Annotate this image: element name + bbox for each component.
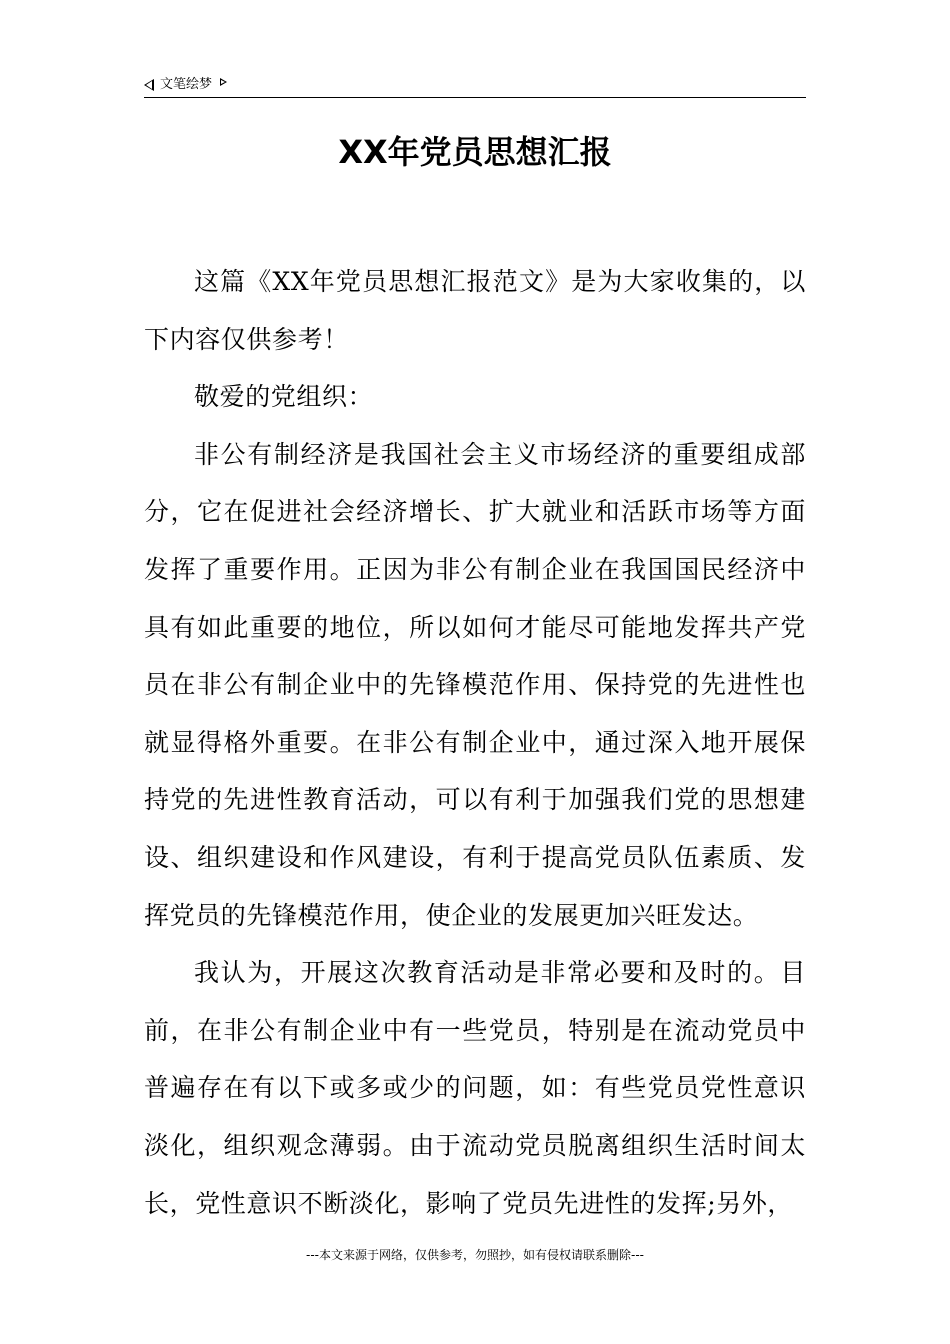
paragraph-body-1: 非公有制经济是我国社会主义市场经济的重要组成部分，它在促进社会经济增长、扩大就业和活跃市场等方面发挥了重要作用。正因为非公有制企业在我国国民经济中具有如此重要的地位，所以如何才能尽可能地发挥共产党员在非公有制企业中的先锋模范作用、保持党的先进性也就显得格外重要。在非公有制企业中，通过深入地开展保持党的先进性教育活动，可以有利于加强我们党的思想建设、组织建设和作风建设，有利于提高党员队伍素质、发挥党员的先锋模范作用，使企业的发展更加兴旺发达。: [144, 439, 806, 930]
page-header: [144, 74, 806, 96]
header-label: 文笔绘梦: [160, 77, 213, 92]
triangle-right-icon: [220, 78, 227, 86]
document-title: XX年党员思想汇报: [338, 133, 612, 171]
triangle-left-icon: [144, 79, 154, 91]
document-body: [144, 253, 806, 1232]
paragraph-body-2: 我认为，开展这次教育活动是非常必要和及时的。目前，在非公有制企业中有一些党员，特别是在流动党员中普遍存在有以下或多或少的问题，如：有些党员党性意识淡化，组织观念薄弱。由于流动党员脱离组织生活时间太长，党性意识不断淡化，影响了党员先进性的发挥;另外，: [144, 958, 806, 1218]
footer-notice: ---本文来源于网络，仅供参考，勿照抄，如有侵权请联系删除---: [306, 1248, 644, 1262]
header-divider: [144, 97, 806, 98]
paragraph-salutation: 敬爱的党组织：: [194, 382, 374, 412]
paragraph-intro: 这篇《XX年党员思想汇报范文》是为大家收集的，以下内容仅供参考！: [144, 267, 806, 354]
